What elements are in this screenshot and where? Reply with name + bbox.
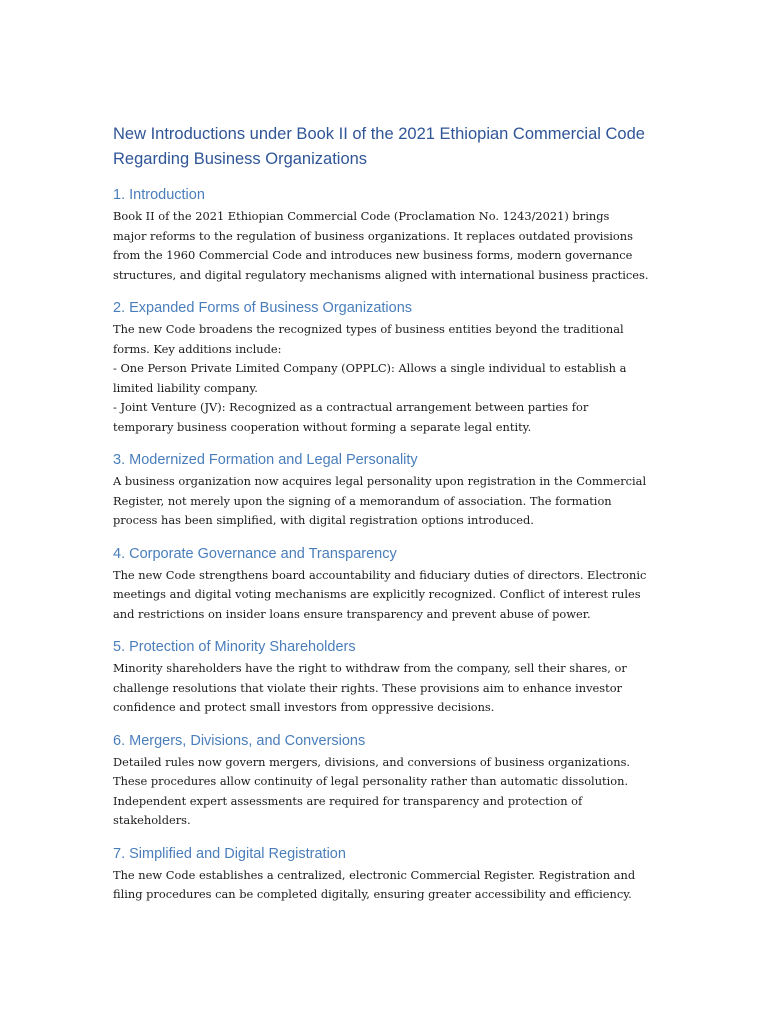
paragraph-line: Register, not merely upon the signing of a memorandum of association. The formation [113, 493, 612, 508]
paragraph-line: Independent expert assessments are required for transparency and protection of [113, 793, 583, 808]
section-formation [113, 449, 661, 531]
section-heading: 5. Protection of Minority Shareholders [113, 639, 356, 655]
paragraph-line: - One Person Private Limited Company (OPPLC): Allows a single individual to establish a [113, 361, 627, 375]
paragraph-line: temporary business cooperation without forming a separate legal entity. [113, 419, 532, 434]
paragraph-line: and restrictions on insider loans ensure transparency and prevent abuse of power. [113, 606, 591, 621]
paragraph-line: confidence and protect small investors from oppressive decisions. [113, 700, 495, 714]
section-mergers [113, 730, 661, 831]
section-paragraph [113, 753, 661, 831]
section-heading: 4. Corporate Governance and Transparency [113, 545, 397, 562]
paragraph-line: meetings and digital voting mechanisms are explicitly recognized. Conflict of interest rules [113, 587, 641, 601]
section-paragraph [113, 866, 661, 905]
paragraph-line: stakeholders. [113, 813, 191, 827]
paragraph-line: These procedures allow continuity of legal personality rather than automatic dissolution. [113, 774, 629, 788]
section-heading: 6. Mergers, Divisions, and Conversions [113, 732, 366, 749]
title-line: New Introductions under Book II of the 2021 Ethiopian Commercial Code [113, 125, 645, 143]
paragraph-line: Minority shareholders have the right to withdraw from the company, sell their shares, or [113, 661, 627, 675]
document-page [113, 122, 661, 917]
section-expanded-forms [113, 297, 661, 437]
section-minority-shareholders [113, 636, 661, 718]
paragraph-line: major reforms to the regulation of business organizations. It replaces outdated provisions [113, 228, 633, 243]
paragraph-line: The new Code broadens the recognized types of business entities beyond the traditional [113, 322, 624, 336]
section-heading: 1. Introduction [113, 187, 205, 203]
paragraph-line: - Joint Venture (JV): Recognized as a contractual arrangement between parties for [113, 400, 589, 414]
paragraph-line: forms. Key additions include: [113, 341, 282, 356]
paragraph-line: limited liability company. [113, 380, 258, 395]
section-heading: 3. Modernized Formation and Legal Personality [113, 452, 418, 468]
section-paragraph [113, 472, 661, 531]
paragraph-line: from the 1960 Commercial Code and introduces new business forms, modern governance [113, 248, 633, 262]
paragraph-line: The new Code strengthens board accountability and fiduciary duties of directors. Electronic [113, 567, 647, 582]
paragraph-line: process has been simplified, with digital registration options introduced. [113, 513, 534, 527]
paragraph-line: structures, and digital regulatory mechanisms aligned with international business practices. [113, 267, 649, 282]
section-paragraph [113, 566, 661, 625]
section-governance [113, 543, 661, 625]
paragraph-line: filing procedures can be completed digitally, ensuring greater accessibility and efficiency. [113, 887, 632, 901]
document-title [113, 122, 661, 172]
section-heading: 7. Simplified and Digital Registration [113, 845, 346, 862]
paragraph-line: The new Code establishes a centralized, electronic Commercial Register. Registration and [113, 867, 636, 882]
section-paragraph [113, 320, 661, 437]
title-line: Regarding Business Organizations [113, 150, 368, 168]
section-heading: 2. Expanded Forms of Business Organizations [113, 300, 413, 316]
section-paragraph [113, 659, 661, 718]
section-introduction [113, 184, 661, 285]
paragraph-line: Detailed rules now govern mergers, divisions, and conversions of business organizations. [113, 754, 631, 769]
section-paragraph [113, 207, 661, 285]
paragraph-line: A business organization now acquires legal personality upon registration in the Commercial [113, 474, 647, 488]
section-digital-registration [113, 843, 661, 905]
paragraph-line: Book II of the 2021 Ethiopian Commercial Code (Proclamation No. 1243/2021) brings [113, 209, 610, 223]
paragraph-line: challenge resolutions that violate their rights. These provisions aim to enhance investor [113, 680, 623, 695]
